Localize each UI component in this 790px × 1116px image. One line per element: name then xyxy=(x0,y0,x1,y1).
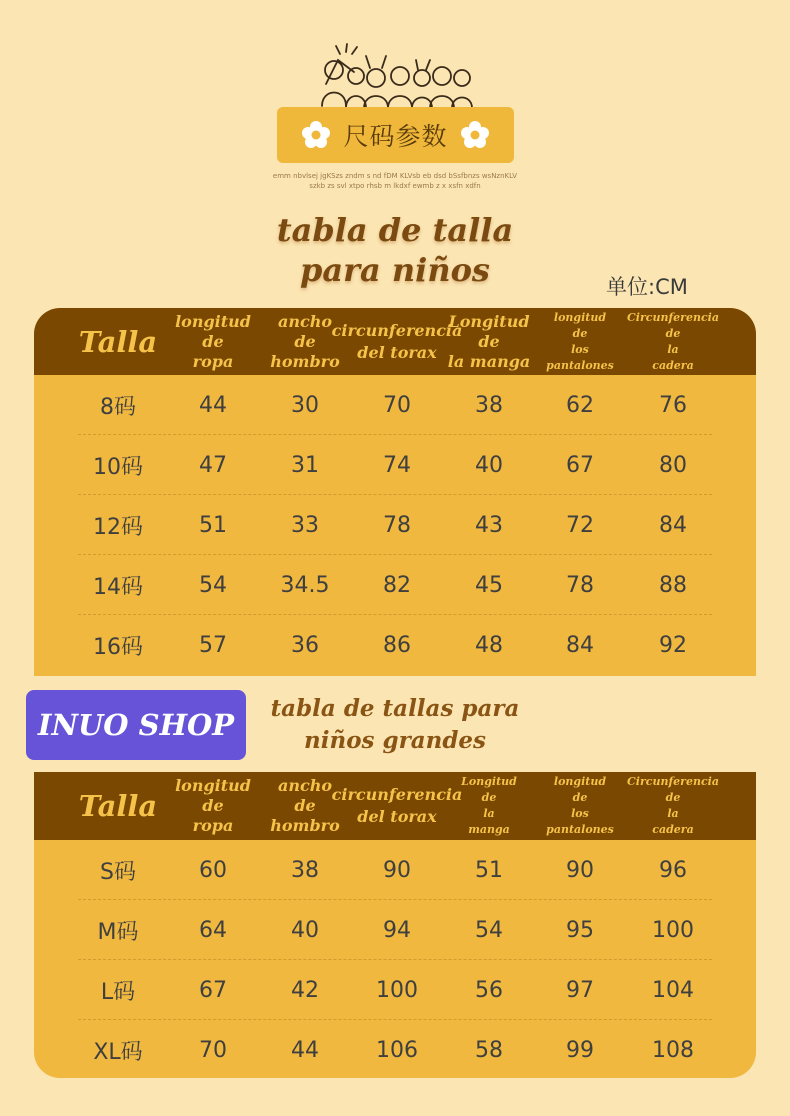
value-cell: 90 xyxy=(566,857,594,883)
table-row xyxy=(34,900,756,960)
header-line: de xyxy=(572,791,588,804)
header-talla xyxy=(68,772,168,840)
value-cell: 92 xyxy=(659,632,687,658)
value-cell: 78 xyxy=(383,512,411,538)
older-kids-heading xyxy=(230,693,560,757)
value-cell: 43 xyxy=(475,512,503,538)
value-cell: 42 xyxy=(291,977,319,1003)
value-cell: 45 xyxy=(475,572,503,598)
header-line: manga xyxy=(468,823,510,836)
header-line: hombro xyxy=(270,816,340,835)
value-cell: 38 xyxy=(291,857,319,883)
header-line: ancho xyxy=(277,311,333,331)
banner-title: 尺码参数 xyxy=(343,122,448,151)
value-cell: 51 xyxy=(199,512,227,538)
value-cell: 67 xyxy=(199,977,227,1003)
tiny-text-line-2: szkb zs svl xtpo rhsb m lkdxf ewmb z x xsfn xdfn xyxy=(309,182,481,190)
value-cell: 36 xyxy=(291,632,319,658)
value-cell: 80 xyxy=(659,452,687,478)
header-line: de xyxy=(478,331,500,351)
header-line: ropa xyxy=(192,351,234,371)
value-cell: 84 xyxy=(566,632,594,658)
header-line: Circunferencia xyxy=(627,775,719,788)
value-cell: 90 xyxy=(383,857,411,883)
size-cell: S码 xyxy=(100,859,136,885)
table-row xyxy=(34,615,756,675)
header-line: pantalones xyxy=(546,358,614,372)
value-cell: 44 xyxy=(199,392,227,418)
value-cell: 88 xyxy=(659,572,687,598)
value-cell: 108 xyxy=(652,1037,694,1063)
value-cell: 34.5 xyxy=(280,572,330,598)
header-line: de xyxy=(202,796,224,815)
header-cell xyxy=(613,308,733,375)
header-line: del torax xyxy=(357,342,437,362)
value-cell: 104 xyxy=(652,977,694,1003)
table-row xyxy=(34,375,756,435)
flower-icon xyxy=(460,120,490,150)
size-cell: 8码 xyxy=(100,394,136,420)
header-line: la xyxy=(483,807,495,820)
header-line: la xyxy=(667,342,679,356)
value-cell: 44 xyxy=(291,1037,319,1063)
table-row xyxy=(34,840,756,900)
value-cell: 74 xyxy=(383,452,411,478)
table-header xyxy=(34,308,756,375)
header-cell xyxy=(439,772,539,840)
size-cell: L码 xyxy=(100,979,136,1005)
value-cell: 97 xyxy=(566,977,594,1003)
header-line: cadera xyxy=(652,358,694,372)
value-cell: 58 xyxy=(475,1037,503,1063)
value-cell: 48 xyxy=(475,632,503,658)
tiny-text-line-1: emm nbvlsej jgKSzs zndm s nd fDM KLVsb eb dsd bSsfbnzs wsNznKLV xyxy=(272,172,518,180)
unit-label: 单位:CM xyxy=(606,275,688,299)
size-cell: 10码 xyxy=(93,454,143,480)
table-row xyxy=(34,555,756,615)
value-cell: 94 xyxy=(383,917,411,943)
value-cell: 70 xyxy=(383,392,411,418)
header-line: Longitud xyxy=(461,775,517,788)
header-line: longitud xyxy=(553,775,607,788)
value-cell: 100 xyxy=(652,917,694,943)
value-cell: 47 xyxy=(199,452,227,478)
value-cell: 84 xyxy=(659,512,687,538)
value-cell: 60 xyxy=(199,857,227,883)
heading-line: tabla de talla xyxy=(276,211,514,249)
header-line: Longitud xyxy=(448,311,530,331)
value-cell: 67 xyxy=(566,452,594,478)
value-cell: 99 xyxy=(566,1037,594,1063)
table-row xyxy=(34,435,756,495)
value-cell: 40 xyxy=(475,452,503,478)
value-cell: 64 xyxy=(199,917,227,943)
header-line: pantalones xyxy=(546,823,614,836)
kids-size-table xyxy=(34,308,756,676)
value-cell: 72 xyxy=(566,512,594,538)
header-line: los xyxy=(571,807,589,820)
header-line: de xyxy=(572,326,588,340)
header-cell xyxy=(439,308,539,375)
heading-line: niños grandes xyxy=(304,727,486,754)
size-cell: 12码 xyxy=(93,514,143,540)
table-row xyxy=(34,495,756,555)
header-line: de xyxy=(481,791,497,804)
heading-line: para niños xyxy=(300,251,490,289)
value-cell: 86 xyxy=(383,632,411,658)
header-cell xyxy=(613,772,733,840)
kids-size-heading xyxy=(230,210,560,290)
value-cell: 31 xyxy=(291,452,319,478)
header-line: longitud xyxy=(553,310,607,324)
header-line: de xyxy=(294,331,316,351)
value-cell: 57 xyxy=(199,632,227,658)
header-line: circunferencia xyxy=(331,785,463,804)
size-cell: 14码 xyxy=(93,574,143,600)
value-cell: 62 xyxy=(566,392,594,418)
header-talla xyxy=(68,308,168,375)
table-row xyxy=(34,1020,756,1078)
children-doodle-illustration xyxy=(300,42,490,112)
value-cell: 70 xyxy=(199,1037,227,1063)
header-line: Circunferencia xyxy=(627,310,719,324)
value-cell: 100 xyxy=(376,977,418,1003)
table-body xyxy=(34,840,756,1078)
table-header xyxy=(34,772,756,840)
value-cell: 54 xyxy=(199,572,227,598)
header-line: la manga xyxy=(447,351,531,371)
flower-icon xyxy=(301,120,331,150)
value-cell: 106 xyxy=(376,1037,418,1063)
heading-line: tabla de tallas para xyxy=(270,695,520,722)
header-line: cadera xyxy=(652,823,694,836)
header-line: ancho xyxy=(277,776,333,795)
value-cell: 78 xyxy=(566,572,594,598)
table-row xyxy=(34,960,756,1020)
header-line: de xyxy=(294,796,316,815)
header-line: hombro xyxy=(270,351,340,371)
header-line: longitud xyxy=(175,776,251,795)
value-cell: 82 xyxy=(383,572,411,598)
header-cell xyxy=(163,772,263,840)
size-banner xyxy=(277,107,514,163)
value-cell: 30 xyxy=(291,392,319,418)
shop-badge: INUO SHOP xyxy=(26,690,246,760)
value-cell: 40 xyxy=(291,917,319,943)
older-kids-size-table xyxy=(34,772,756,1078)
header-line: los xyxy=(571,342,589,356)
header-line: circunferencia xyxy=(331,320,463,340)
value-cell: 54 xyxy=(475,917,503,943)
header-cell xyxy=(163,308,263,375)
table-body xyxy=(34,375,756,676)
value-cell: 56 xyxy=(475,977,503,1003)
value-cell: 38 xyxy=(475,392,503,418)
header-line: ropa xyxy=(192,816,234,835)
size-cell: XL码 xyxy=(93,1039,143,1065)
value-cell: 76 xyxy=(659,392,687,418)
header-line: del torax xyxy=(357,807,437,826)
value-cell: 96 xyxy=(659,857,687,883)
header-line: longitud xyxy=(175,311,251,331)
value-cell: 95 xyxy=(566,917,594,943)
header-line: de xyxy=(665,326,681,340)
size-cell: 16码 xyxy=(93,634,143,660)
value-cell: 33 xyxy=(291,512,319,538)
header-line: de xyxy=(202,331,224,351)
header-line: la xyxy=(667,807,679,820)
header-line: Talla xyxy=(78,324,158,359)
header-line: Talla xyxy=(78,789,158,823)
header-line: de xyxy=(665,791,681,804)
size-cell: M码 xyxy=(97,919,139,945)
value-cell: 51 xyxy=(475,857,503,883)
